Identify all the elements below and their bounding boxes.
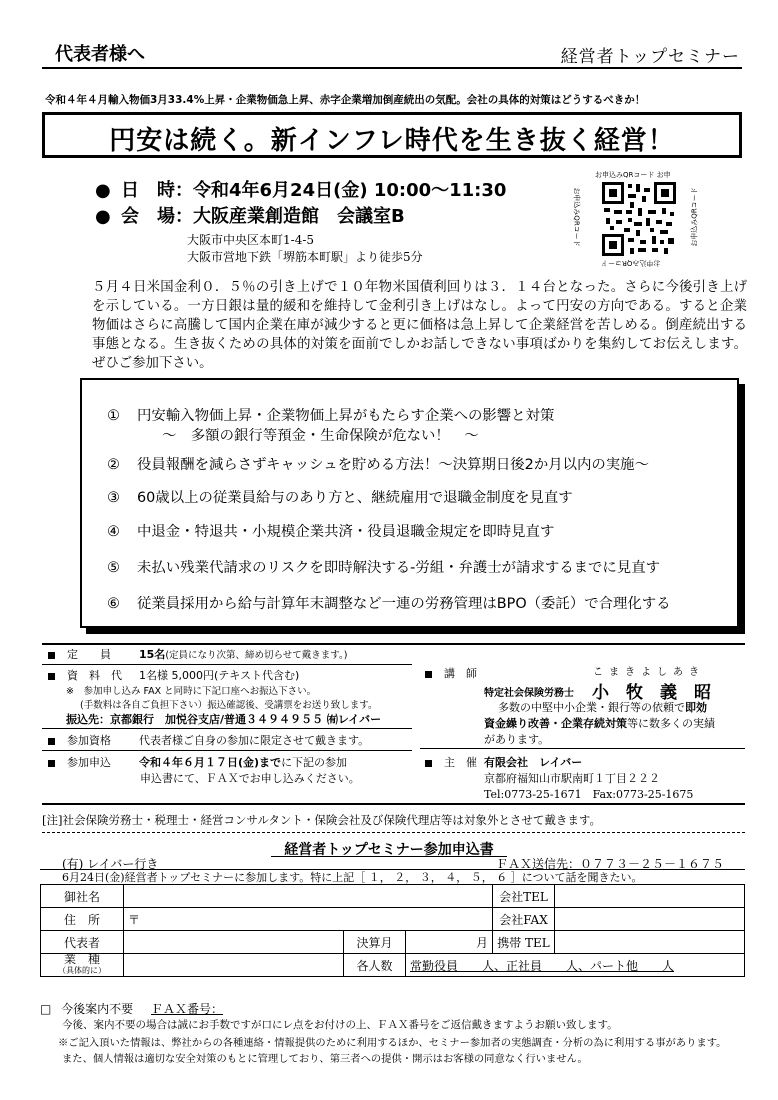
industry-field[interactable]	[124, 954, 344, 977]
topic-item: ⑤ 未払い残業代請求のリスクを即時解決する-労組・弁護士が請求するまでに見直す	[107, 560, 660, 576]
form-recipient: (有) レイバー行き	[62, 857, 159, 871]
date-value: 令和4年6月24日(金) 10:00～11:30	[193, 180, 507, 201]
recipient-label: 代表者様へ	[55, 44, 145, 65]
bullet-icon: ●	[95, 206, 111, 227]
divider	[42, 728, 412, 729]
lecturer-desc: 多数の中堅中小企業・銀行等の依頼で即効	[498, 701, 707, 714]
lecturer-name: 小 牧 義 昭	[592, 683, 711, 703]
header-divider	[42, 67, 742, 69]
topic-item: ③ 60歳以上の従業員給与のあり方と、継続雇用で退職金制度を見直す	[107, 490, 573, 506]
checkbox-icon[interactable]: □	[40, 1002, 52, 1016]
bullet-icon: ●	[95, 180, 111, 201]
bank-info: 振込先：京都銀行 加悦谷支店/普通３４９４９５５ ㈲レイバー	[66, 713, 382, 726]
fax-number-field[interactable]: ＦＡＸ番号：	[151, 1002, 224, 1016]
notice-text: [注]社会保険労務士・税理士・経営コンサルタント・保険会社及び保険代理店等は対象外とさせて戴きます。	[42, 813, 602, 827]
qr-left-text: お申込みQRコード	[572, 187, 581, 247]
industry-label: 業 種 （具体的に）	[41, 954, 124, 977]
page-title: 円安は続く。新インフレ時代を生き抜く経営！	[109, 126, 675, 156]
mobile-tel-label: 携帯 TEL	[493, 931, 555, 954]
lecturer-desc: 資金繰り改善・企業存続対策等に数多くの実績	[484, 717, 715, 730]
fee-note: (手数料は各自ご負担下さい）振込確認後、受講票をお送り致します。	[80, 700, 378, 711]
representative-label: 代表者	[41, 931, 124, 954]
intro-paragraph: ５月４日米国金利０．５％の引き上げで１０年物米国債利回りは３．１４台となった。さらに今後引き上げを示している。一方日銀は量的緩和を維持して金利引き上げはなし。よって円安の方向である。すると企業物価はさらに高騰して国内企業在庫が減少すると更に価格は急上昇して企業経営を苦しめる。倒産続出する事態となる。生き抜くための具体的対策を面前でしかお話しできない事項ばかりを集約してお伝えします。ぜひご参加下さい。	[92, 280, 747, 371]
apply-text: 申込書にて、ＦＡＸでお申し込みください。	[140, 772, 360, 785]
address-label: 住 所	[41, 908, 124, 931]
apply-row: 参加申込 令和４年６月１７日(金)までに下記の参加	[48, 754, 347, 770]
square-bullet-icon	[425, 760, 432, 767]
cut-line	[42, 832, 745, 833]
company-tel-field[interactable]	[555, 885, 745, 908]
square-bullet-icon	[425, 671, 432, 678]
venue-label: 会 場：	[121, 206, 193, 227]
divider	[42, 803, 745, 805]
lead-text: 令和４年４月輸入物価3月33.4%上昇・企業物価急上昇、赤字企業増加倒産続出の気配。会社の具体的対策はどうするべきか！	[45, 94, 646, 106]
qualification-row: 参加資格 代表者様ご自身の参加に限定させて戴きます。	[48, 732, 369, 748]
qr-right-text: お申込みQRコード	[690, 187, 699, 247]
lecturer-desc: があります。	[484, 733, 550, 746]
privacy-note: ※ご記入頂いた情報は、弊社からの各種連絡・情報提供のために利用するほか、セミナー参加者の実態調査・分析の為に利用する事があります。	[58, 1037, 727, 1049]
square-bullet-icon	[48, 738, 55, 745]
divider	[42, 643, 745, 645]
venue-address: 大阪市中央区本町1-4-5	[187, 233, 315, 247]
headcount-label: 各人数	[344, 954, 406, 977]
headcount-field[interactable]: 常勤役員 人、正社員 人、パート他 人	[406, 954, 745, 977]
topic-item-sub: ～ 多額の銀行等預金・生命保険が危ない！ ～	[162, 428, 479, 444]
form-fax-number: ＦＡＸ送信先：０７７３－２５－１６７５	[496, 857, 725, 871]
venue-value: 大阪産業創造館 会議室B	[193, 206, 405, 227]
postal-mark: 〒	[128, 912, 141, 927]
divider	[420, 748, 745, 749]
divider	[42, 750, 412, 751]
representative-field[interactable]	[124, 931, 344, 954]
lecturer-title: 特定社会保険労務士	[484, 688, 574, 699]
fiscal-month-field[interactable]: 月	[406, 931, 493, 954]
fiscal-month-label: 決算月	[344, 931, 406, 954]
seminar-label: 経営者トップセミナー	[560, 47, 740, 67]
topics-box	[80, 378, 739, 628]
venue-access: 大阪市営地下鉄「堺筋本町駅」より徒歩5分	[187, 250, 423, 264]
topic-item: ① 円安輸入物価上昇・企業物価上昇がもたらす企業への影響と対策	[107, 408, 555, 424]
host-contact: Tel:0773-25-1671 Fax:0773-25-1675	[484, 788, 694, 801]
host-address: 京都府福知山市駅南町１丁目２２２	[484, 772, 660, 785]
form-title-underline	[271, 856, 507, 857]
form-intro: 6月24日(金)経営者トップセミナーに参加します。特に上記［ １， ２， ３， ４， ５， ６ ］について話を聞きたい。	[62, 871, 643, 884]
address-field[interactable]	[124, 908, 493, 931]
fee-row: 資 料 代 1名様 5,000円(テキスト代含む)	[48, 667, 299, 683]
title-box	[42, 112, 742, 158]
date-row	[95, 176, 506, 202]
application-form	[40, 884, 745, 977]
qr-code-icon[interactable]	[602, 182, 676, 256]
company-fax-label: 会社FAX	[493, 908, 555, 931]
lecturer-ruby: こまきよしあき	[593, 667, 705, 678]
form-title: 経営者トップセミナー参加申込書	[284, 842, 494, 858]
lecturer-label-row: 講 師	[425, 665, 477, 681]
optout-row: □ 今後案内不要 ＦＡＸ番号：	[40, 1000, 311, 1017]
company-name-label: 御社名	[41, 885, 124, 908]
topic-item: ⑥ 従業員採用から給与計算年末調整など一連の労務管理はBPO（委託）で合理化する	[107, 596, 671, 612]
topic-item: ④ 中退金・特退共・小規模企業共済・役員退職金規定を即時見直す	[107, 524, 555, 540]
company-name-field[interactable]	[124, 885, 493, 908]
qr-bottom-text: お申込みQRコード	[601, 259, 661, 267]
topic-item: ② 役員報酬を減らさずキャッシュを貯める方法！～決算期日後2か月以内の実施～	[107, 457, 649, 473]
capacity-row: 定 員 15名(定員になり次第、締め切らせて戴きます。)	[48, 646, 347, 662]
company-tel-label: 会社TEL	[493, 885, 555, 908]
mobile-tel-field[interactable]	[555, 931, 745, 954]
fee-note: ※ 参加申し込み FAX と同時に下記口座へお振込下さい。	[66, 686, 317, 697]
privacy-note: また、個人情報は適切な安全対策のもとに管理しており、第三者への提供・開示はお客様の同意なく行いません。	[62, 1053, 588, 1065]
date-label: 日 時：	[121, 180, 193, 201]
square-bullet-icon	[48, 652, 55, 659]
square-bullet-icon	[48, 760, 55, 767]
company-fax-field[interactable]	[555, 908, 745, 931]
venue-row	[95, 202, 405, 228]
square-bullet-icon	[48, 673, 55, 680]
optout-note: 今後、案内不要の場合は誠にお手数ですが口にレ点をお付けの上、ＦＡＸ番号をご返信戴きますようお願い致します。	[62, 1019, 618, 1031]
host-label-row: 主 催	[425, 754, 477, 770]
qr-top-text: お申込みQRコード お申	[595, 171, 671, 179]
host-name: 有限会社 レイバー	[484, 756, 583, 769]
divider	[42, 664, 412, 665]
qr-code-block[interactable]	[572, 170, 699, 267]
